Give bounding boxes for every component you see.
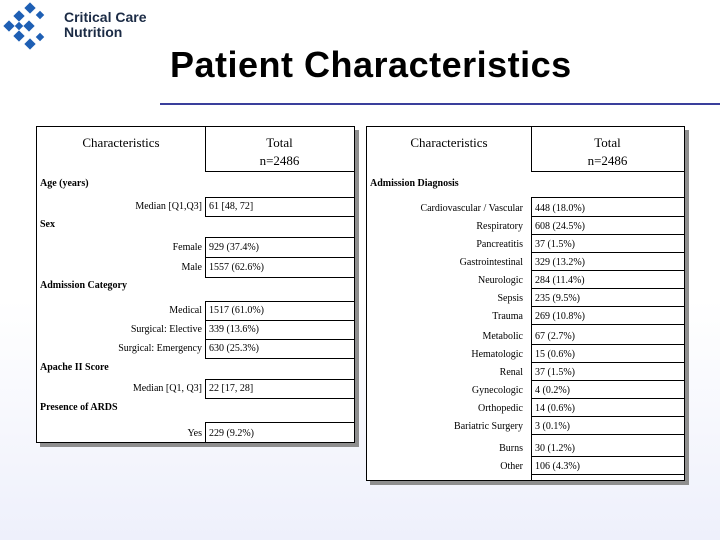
- diagnosis-value: 448 (18.0%): [535, 203, 585, 214]
- section-ards: Presence of ARDS: [40, 402, 118, 413]
- diagnosis-value: 37 (1.5%): [535, 239, 575, 250]
- surgical-emergency-value: 630 (25.3%): [209, 343, 259, 354]
- brand-line-2: Nutrition: [64, 24, 123, 40]
- section-sex: Sex: [40, 219, 55, 230]
- section-admission-category: Admission Category: [40, 280, 127, 291]
- row-divider: [531, 398, 684, 399]
- left-header-characteristics: Characteristics: [82, 135, 160, 150]
- diagnosis-label: Pancreatitis: [476, 239, 523, 250]
- row-divider: [531, 456, 684, 457]
- diagnosis-value: 14 (0.6%): [535, 403, 575, 414]
- surgical-emergency-label: Surgical: Emergency: [118, 343, 202, 354]
- diagnosis-label: Burns: [499, 443, 523, 454]
- ards-yes-label: Yes: [187, 428, 202, 439]
- diagnosis-value: 3 (0.1%): [535, 421, 570, 432]
- diagnosis-value: 235 (9.5%): [535, 293, 580, 304]
- row-divider: [531, 380, 684, 381]
- row-divider: [531, 270, 684, 271]
- diagnosis-label: Sepsis: [497, 293, 523, 304]
- diagnosis-value: 608 (24.5%): [535, 221, 585, 232]
- left-characteristics-table: [36, 126, 355, 443]
- row-divider: [531, 306, 684, 307]
- title-rule: [160, 103, 720, 105]
- female-label: Female: [172, 242, 202, 253]
- surgical-elective-value: 339 (13.6%): [209, 324, 259, 335]
- row-divider: [531, 344, 684, 345]
- row-divider: [531, 434, 684, 435]
- left-header-n: n=2486: [259, 153, 300, 168]
- diagnosis-value: 15 (0.6%): [535, 349, 575, 360]
- diagnosis-label: Neurologic: [478, 275, 523, 286]
- diagnosis-value: 67 (2.7%): [535, 331, 575, 342]
- diagnosis-label: Metabolic: [482, 331, 523, 342]
- row-divider: [531, 324, 684, 325]
- male-value: 1557 (62.6%): [209, 262, 264, 273]
- row-divider: [531, 474, 684, 475]
- left-header-total: Total: [266, 135, 293, 150]
- row-divider: [531, 362, 684, 363]
- page-title: Patient Characteristics: [170, 44, 572, 85]
- diagnosis-value: 37 (1.5%): [535, 367, 575, 378]
- age-median-value: 61 [48, 72]: [209, 201, 254, 212]
- diagnosis-value: 30 (1.2%): [535, 443, 575, 454]
- right-diagnosis-table: [366, 126, 685, 481]
- age-median-label: Median [Q1,Q3]: [135, 201, 202, 212]
- brand-line-1: Critical Care: [64, 9, 147, 25]
- row-divider: [531, 234, 684, 235]
- diagnosis-value: 269 (10.8%): [535, 311, 585, 322]
- diagnosis-value: 284 (11.4%): [535, 275, 585, 286]
- ards-yes-value: 229 (9.2%): [209, 428, 254, 439]
- surgical-elective-label: Surgical: Elective: [130, 324, 202, 335]
- diagnosis-label: Cardiovascular / Vascular: [420, 203, 523, 214]
- diagnosis-value: 4 (0.2%): [535, 385, 570, 396]
- female-value: 929 (37.4%): [209, 242, 259, 253]
- row-divider: [531, 252, 684, 253]
- diagnosis-label: Gastrointestinal: [459, 257, 523, 268]
- diagnosis-label: Hematologic: [471, 349, 523, 360]
- diagnosis-label: Respiratory: [476, 221, 523, 232]
- section-admission-diagnosis: Admission Diagnosis: [370, 178, 459, 189]
- section-age: Age (years): [40, 178, 89, 189]
- brand-name: [64, 10, 146, 40]
- row-divider: [531, 416, 684, 417]
- medical-value: 1517 (61.0%): [209, 305, 264, 316]
- diagnosis-label: Gynecologic: [471, 385, 523, 396]
- right-header-characteristics: Characteristics: [410, 135, 488, 150]
- right-header-total: Total: [594, 135, 621, 150]
- diagnosis-value: 106 (4.3%): [535, 461, 580, 472]
- diagnosis-value: 329 (13.2%): [535, 257, 585, 268]
- diagnosis-label: Bariatric Surgery: [454, 421, 523, 432]
- section-apache: Apache II Score: [40, 362, 109, 373]
- row-divider: [531, 288, 684, 289]
- row-divider: [531, 216, 684, 217]
- medical-label: Medical: [169, 305, 202, 316]
- apache-median-label: Median [Q1, Q3]: [132, 383, 202, 394]
- diagnosis-label: Trauma: [492, 311, 523, 322]
- right-header-n: n=2486: [587, 153, 628, 168]
- diagnosis-label: Renal: [499, 367, 523, 378]
- diagnosis-label: Orthopedic: [478, 403, 523, 414]
- diagnosis-label: Other: [500, 461, 523, 472]
- male-label: Male: [181, 262, 202, 273]
- apache-median-value: 22 [17, 28]: [209, 383, 254, 394]
- logo-mark-icon: [2, 2, 62, 50]
